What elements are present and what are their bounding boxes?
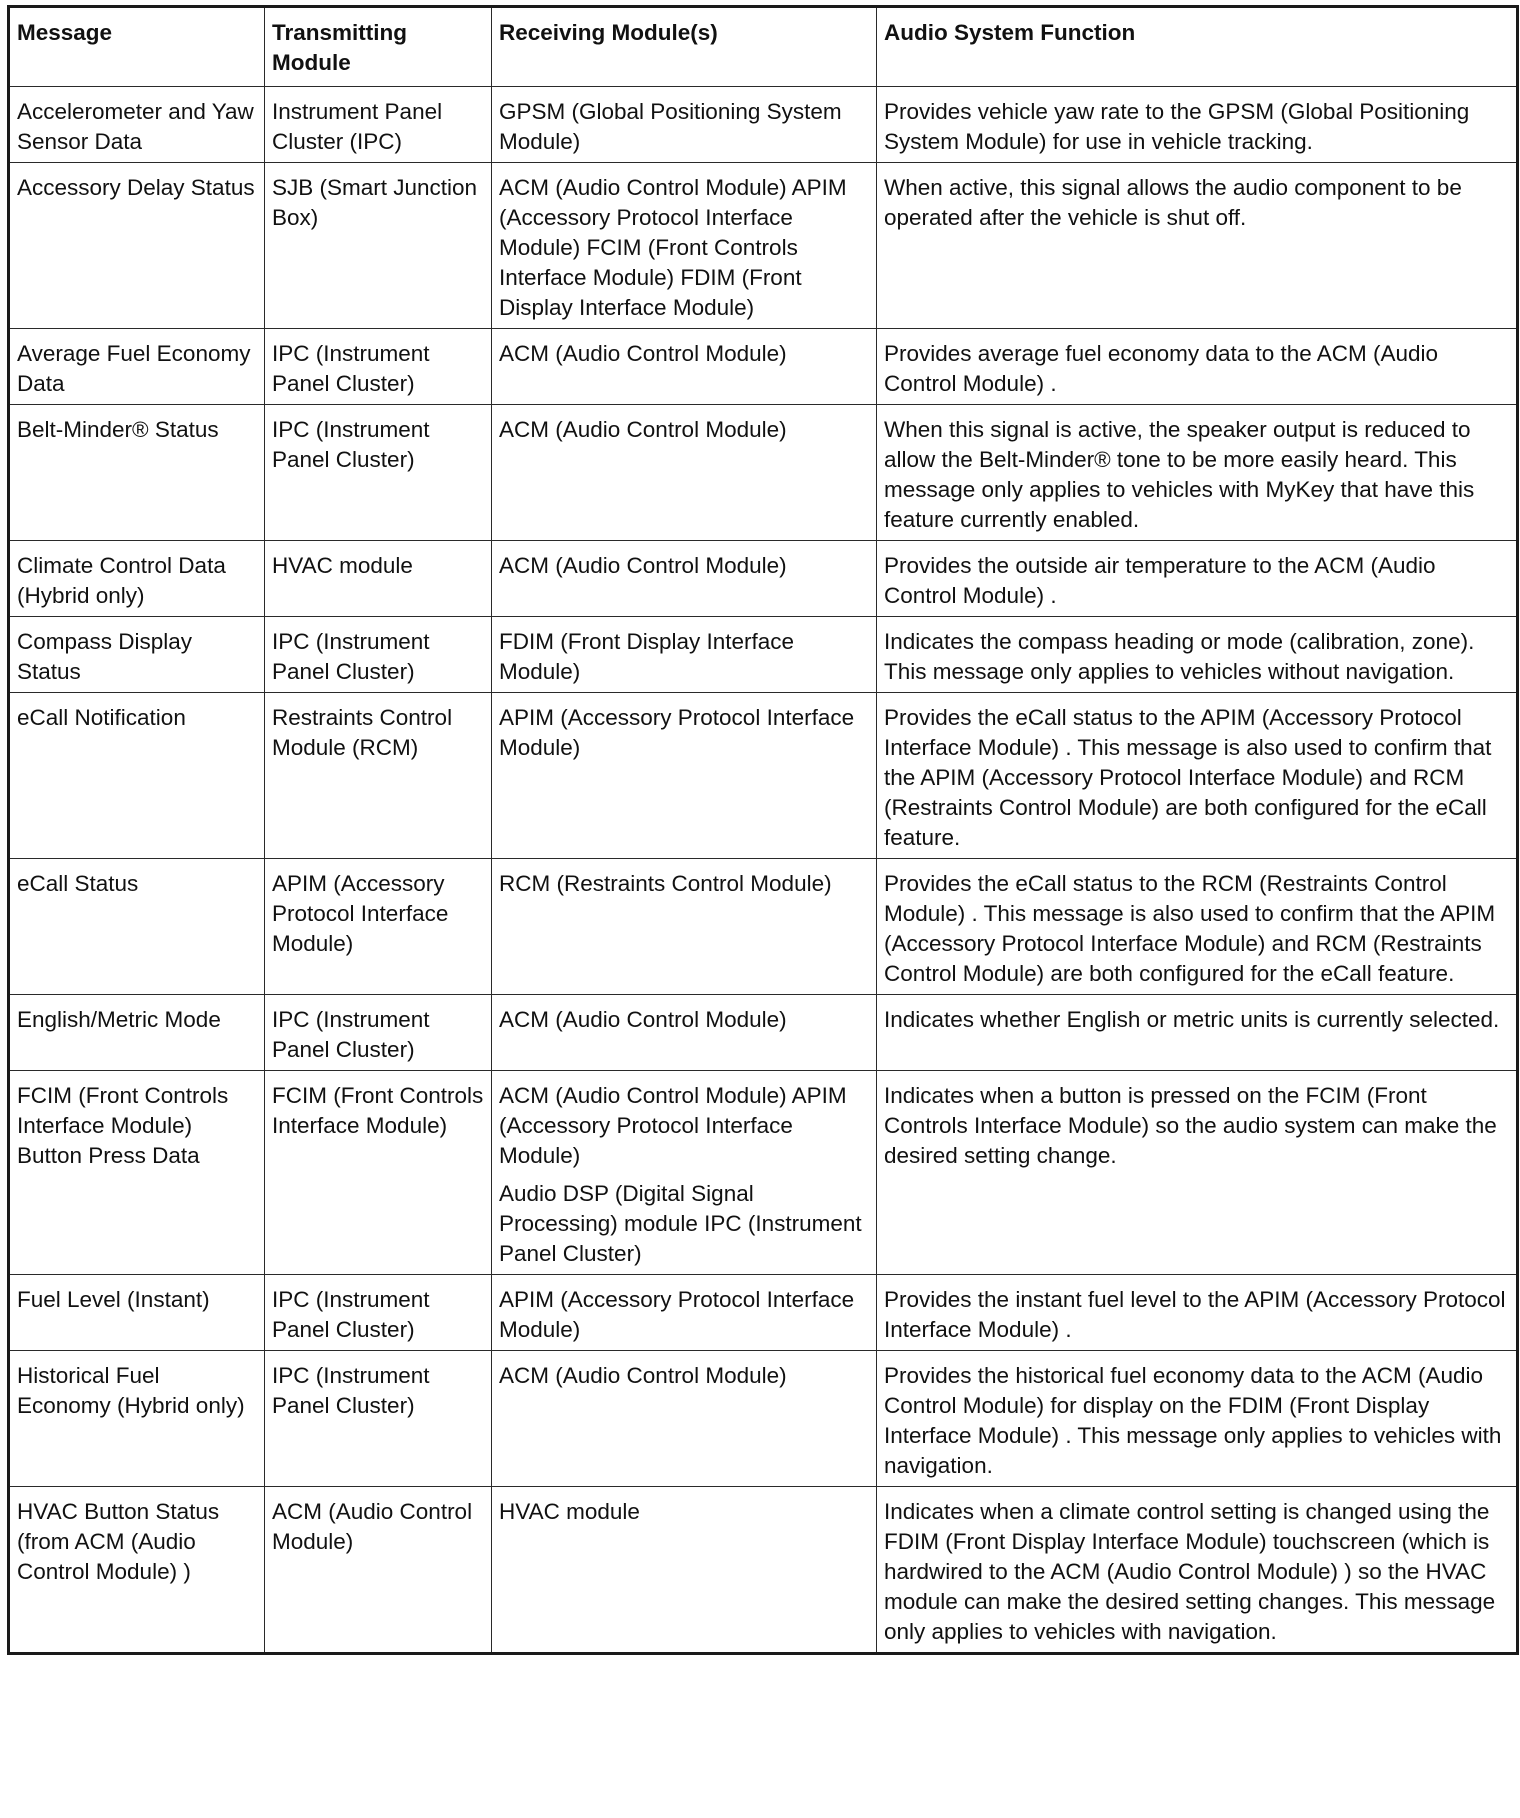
cell-receiving-modules — [492, 405, 877, 541]
cell-audio-system-function-text: Provides the eCall status to the APIM (Accessory Protocol Interface Module) . This message is also used to confirm that the APIM (Accessory Protocol Interface Module) and RCM (Restraints Control Module) are both configured for the eCall feature. — [884, 705, 1492, 850]
cell-message-text: eCall Notification — [17, 705, 186, 730]
cell-transmitting-module-text: SJB (Smart Junction Box) — [272, 175, 478, 230]
cell-message — [9, 541, 265, 617]
cell-receiving-modules-text: ACM (Audio Control Module) — [499, 1363, 787, 1388]
cell-receiving-modules — [492, 617, 877, 693]
cell-receiving-modules — [492, 1275, 877, 1351]
cell-transmitting-module — [265, 541, 492, 617]
cell-transmitting-module-text: IPC (Instrument Panel Cluster) — [272, 341, 430, 396]
cell-audio-system-function-text: Provides average fuel economy data to the ACM (Audio Control Module) . — [884, 341, 1439, 396]
cell-receiving-modules-text: APIM (Accessory Protocol Interface Module) — [499, 1287, 855, 1342]
table-row — [9, 329, 1518, 405]
table-row — [9, 541, 1518, 617]
message-table — [7, 5, 1519, 1655]
cell-receiving-modules — [492, 87, 877, 163]
table-row — [9, 859, 1518, 995]
cell-message — [9, 995, 265, 1071]
cell-receiving-modules-text: GPSM (Global Positioning System Module) — [499, 99, 842, 154]
cell-transmitting-module-text: Restraints Control Module (RCM) — [272, 705, 453, 760]
cell-message-text: Average Fuel Economy Data — [17, 341, 251, 396]
cell-audio-system-function-text: When active, this signal allows the audio component to be operated after the vehicle is shut off. — [884, 175, 1462, 230]
cell-receiving-modules — [492, 541, 877, 617]
cell-audio-system-function — [877, 87, 1518, 163]
cell-audio-system-function — [877, 995, 1518, 1071]
cell-audio-system-function — [877, 693, 1518, 859]
cell-message — [9, 693, 265, 859]
header-transmitting-module: Transmitting Module — [265, 7, 492, 87]
header-receiving-modules: Receiving Module(s) — [492, 7, 877, 87]
table-row — [9, 87, 1518, 163]
cell-message — [9, 1351, 265, 1487]
cell-receiving-modules-text: HVAC module — [499, 1499, 640, 1524]
cell-transmitting-module-text: IPC (Instrument Panel Cluster) — [272, 1363, 430, 1418]
cell-transmitting-module — [265, 163, 492, 329]
cell-audio-system-function-text: Provides vehicle yaw rate to the GPSM (Global Positioning System Module) for use in vehicle tracking. — [884, 99, 1470, 154]
cell-transmitting-module — [265, 995, 492, 1071]
table-row — [9, 1275, 1518, 1351]
cell-transmitting-module — [265, 859, 492, 995]
cell-transmitting-module — [265, 329, 492, 405]
cell-transmitting-module — [265, 693, 492, 859]
cell-audio-system-function — [877, 405, 1518, 541]
table-row — [9, 693, 1518, 859]
cell-audio-system-function — [877, 1275, 1518, 1351]
cell-message — [9, 1275, 265, 1351]
header-audio-system-function: Audio System Function — [877, 7, 1518, 87]
cell-message-text: FCIM (Front Controls Interface Module) Button Press Data — [17, 1083, 229, 1168]
cell-transmitting-module — [265, 1351, 492, 1487]
table-row — [9, 405, 1518, 541]
cell-transmitting-module-text: FCIM (Front Controls Interface Module) — [272, 1083, 484, 1138]
table-header-row — [9, 7, 1518, 87]
cell-audio-system-function — [877, 329, 1518, 405]
cell-receiving-modules — [492, 329, 877, 405]
cell-audio-system-function-text: Provides the eCall status to the RCM (Restraints Control Module) . This message is also used to confirm that the APIM (Accessory Protocol Interface Module) and RCM (Restraints Control Module) are both configured for the eCall feature. — [884, 871, 1496, 986]
table-body — [9, 87, 1518, 1654]
cell-message — [9, 859, 265, 995]
cell-message — [9, 405, 265, 541]
cell-receiving-modules-text: ACM (Audio Control Module) APIM (Accessory Protocol Interface Module) FCIM (Front Controls Interface Module) FDIM (Front Display Interface Module) — [499, 175, 847, 320]
cell-receiving-modules-extra-text: Audio DSP (Digital Signal Processing) module IPC (Instrument Panel Cluster) — [499, 1181, 862, 1266]
cell-receiving-modules-text: ACM (Audio Control Module) — [499, 417, 787, 442]
cell-message — [9, 1487, 265, 1654]
cell-transmitting-module — [265, 617, 492, 693]
cell-audio-system-function — [877, 859, 1518, 995]
cell-audio-system-function — [877, 1071, 1518, 1275]
cell-receiving-modules-text: APIM (Accessory Protocol Interface Module) — [499, 705, 855, 760]
cell-receiving-modules-text: ACM (Audio Control Module) — [499, 1007, 787, 1032]
table-row — [9, 1351, 1518, 1487]
cell-message-text: Historical Fuel Economy (Hybrid only) — [17, 1363, 245, 1418]
cell-audio-system-function-text: Indicates when a button is pressed on the FCIM (Front Controls Interface Module) so the audio system can make the desired setting change. — [884, 1083, 1497, 1168]
cell-transmitting-module-text: HVAC module — [272, 553, 413, 578]
cell-audio-system-function — [877, 1487, 1518, 1654]
cell-message-text: Climate Control Data (Hybrid only) — [17, 553, 226, 608]
cell-message-text: Accessory Delay Status — [17, 175, 255, 200]
cell-receiving-modules — [492, 163, 877, 329]
cell-transmitting-module — [265, 405, 492, 541]
cell-transmitting-module-text: APIM (Accessory Protocol Interface Module) — [272, 871, 449, 956]
cell-message — [9, 1071, 265, 1275]
cell-audio-system-function — [877, 541, 1518, 617]
cell-receiving-modules-text: RCM (Restraints Control Module) — [499, 871, 832, 896]
cell-audio-system-function-text: Indicates the compass heading or mode (calibration, zone). This message only applies to vehicles without navigation. — [884, 629, 1475, 684]
cell-receiving-modules — [492, 1351, 877, 1487]
cell-audio-system-function-text: Provides the outside air temperature to the ACM (Audio Control Module) . — [884, 553, 1436, 608]
cell-transmitting-module-text: Instrument Panel Cluster (IPC) — [272, 99, 443, 154]
cell-receiving-modules — [492, 995, 877, 1071]
table-row — [9, 995, 1518, 1071]
header-message: Message — [9, 7, 265, 87]
table-row — [9, 163, 1518, 329]
cell-receiving-modules — [492, 1071, 877, 1275]
cell-audio-system-function — [877, 163, 1518, 329]
cell-audio-system-function-text: Provides the instant fuel level to the APIM (Accessory Protocol Interface Module) . — [884, 1287, 1506, 1342]
cell-transmitting-module — [265, 1071, 492, 1275]
cell-audio-system-function-text: When this signal is active, the speaker output is reduced to allow the Belt-Minder® tone to be more easily heard. This message only applies to vehicles with MyKey that have this feature currently enabled. — [884, 417, 1475, 532]
cell-message-text: Accelerometer and Yaw Sensor Data — [17, 99, 254, 154]
cell-message — [9, 163, 265, 329]
cell-transmitting-module — [265, 1487, 492, 1654]
cell-audio-system-function — [877, 1351, 1518, 1487]
cell-message-text: Compass Display Status — [17, 629, 193, 684]
cell-transmitting-module-text: IPC (Instrument Panel Cluster) — [272, 1287, 430, 1342]
cell-message — [9, 329, 265, 405]
cell-message-text: eCall Status — [17, 871, 139, 896]
table-row — [9, 1071, 1518, 1275]
cell-audio-system-function-text: Indicates whether English or metric units is currently selected. — [884, 1007, 1500, 1032]
cell-audio-system-function-text: Provides the historical fuel economy data to the ACM (Audio Control Module) for display on the FDIM (Front Display Interface Module) . This message only applies to vehicles with navigation. — [884, 1363, 1502, 1478]
cell-message-text: English/Metric Mode — [17, 1007, 221, 1032]
cell-audio-system-function — [877, 617, 1518, 693]
cell-transmitting-module-text: IPC (Instrument Panel Cluster) — [272, 1007, 430, 1062]
cell-message-text: Fuel Level (Instant) — [17, 1287, 210, 1312]
cell-audio-system-function-text: Indicates when a climate control setting is changed using the FDIM (Front Display Interface Module) touchscreen (which is hardwired to the ACM (Audio Control Module) ) so the HVAC module can make the desired setting changes. This message only applies to vehicles with navigation. — [884, 1499, 1496, 1644]
cell-message — [9, 617, 265, 693]
cell-receiving-modules — [492, 1487, 877, 1654]
cell-transmitting-module — [265, 87, 492, 163]
cell-receiving-modules-text: ACM (Audio Control Module) — [499, 341, 787, 366]
cell-message-text: Belt-Minder® Status — [17, 417, 219, 442]
cell-transmitting-module-text: IPC (Instrument Panel Cluster) — [272, 629, 430, 684]
cell-receiving-modules-text: ACM (Audio Control Module) APIM (Accessory Protocol Interface Module) — [499, 1083, 847, 1168]
table-row — [9, 1487, 1518, 1654]
cell-transmitting-module-text: ACM (Audio Control Module) — [272, 1499, 473, 1554]
cell-receiving-modules — [492, 859, 877, 995]
cell-transmitting-module — [265, 1275, 492, 1351]
cell-message — [9, 87, 265, 163]
cell-transmitting-module-text: IPC (Instrument Panel Cluster) — [272, 417, 430, 472]
cell-receiving-modules-text: FDIM (Front Display Interface Module) — [499, 629, 795, 684]
cell-receiving-modules — [492, 693, 877, 859]
cell-receiving-modules-text: ACM (Audio Control Module) — [499, 553, 787, 578]
cell-message-text: HVAC Button Status (from ACM (Audio Control Module) ) — [17, 1499, 220, 1584]
table-row — [9, 617, 1518, 693]
